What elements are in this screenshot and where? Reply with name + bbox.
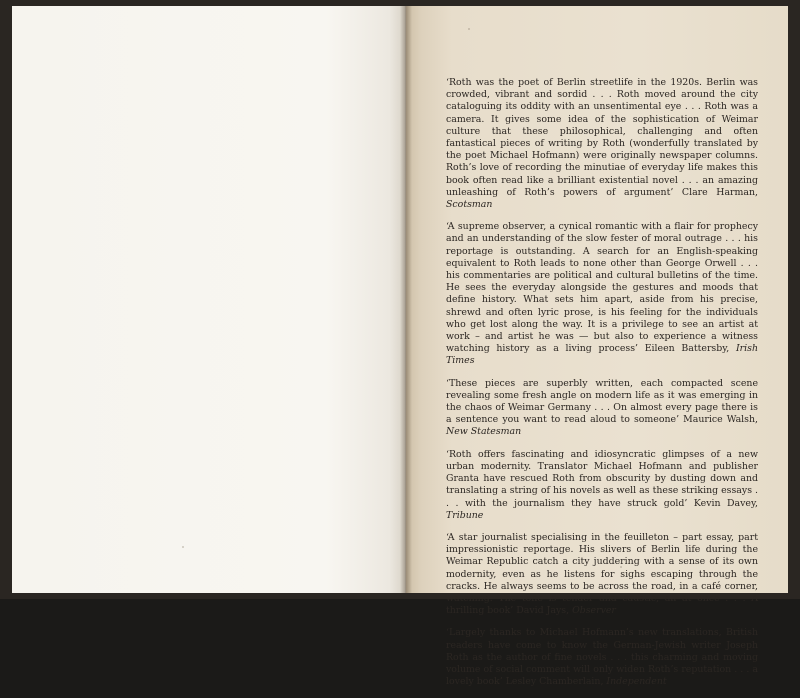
blurb-quote: ‘Largely thanks to Michael Hofmann’s new translations, British readers have come to know the German-Jewish writer Joseph Roth as the author of fine novels . . . this charming and moving volume of social comment will only widen Roth’s reputation . . . a lovely book’	[446, 627, 758, 688]
blurb-quote: ‘A star journalist specialising in the feuilleton – part essay, part impressionistic reportage. His slivers of Berlin life during the Weimar Republic catch a city juddering with a sense of its own modernity, even as he listens for sighs escaping through the cracks. He always seems to be across the road, in a café corner, watching. The tone is tender and caustic, all at once . . . A thrilling book’	[446, 531, 758, 617]
review-blurb	[446, 532, 758, 617]
blurb-critic: Kevin Davey,	[693, 497, 759, 509]
blurb-source: New Statesman	[446, 426, 522, 438]
blurb-source: Observer	[572, 605, 616, 617]
review-blurb	[446, 627, 758, 688]
blurb-critic: Clare Harman,	[681, 186, 759, 198]
review-blurb	[446, 449, 758, 522]
blurb-quote: ‘These pieces are superbly written, each compacted scene revealing some fresh angle on modern life as it was emerging in the chaos of Weimar Germany . . . On almost every page there is a sentence you want to read aloud to someone’	[446, 377, 758, 426]
blurb-source: Scotsman	[446, 199, 493, 211]
blurb-quote: ‘Roth was the poet of Berlin streetlife in the 1920s. Berlin was crowded, vibrant and sordid . . . Roth moved around the city cataloguing its oddity with an unsentimental eye . . . Roth was a camera. It gives some idea of the sophistication of Weimar culture that these philosophical, challenging and often fantastical pieces of writing by Roth (wonderfully translated by the poet Michael Hofmann) were originally newspaper columns. Roth’s love of recording the minutiae of everyday life makes this book often read like a brilliant existential novel . . . an amazing unleashing of Roth’s powers of argument’	[446, 77, 758, 198]
paper-speck	[182, 546, 184, 548]
blurb-critic: Maurice Walsh,	[683, 414, 758, 426]
blurb-critic: Eileen Battersby,	[644, 343, 730, 355]
blurb-source: Independent	[606, 676, 667, 688]
paper-speck	[468, 28, 470, 30]
praise-blurbs	[446, 77, 758, 698]
review-blurb	[446, 378, 758, 439]
review-blurb	[446, 77, 758, 211]
blurb-quote: ‘A supreme observer, a cynical romantic with a flair for prophecy and an understanding of the slow fester of moral outrage . . . his reportage is outstanding. A search for an English-speaking equivalent to Roth leads to none other than George Orwell . . . his commentaries are political and cultural bulletins of the time. He sees the everyday alongside the gestures and moods that define history. What sets him apart, aside from his precise, shrewd and often lyric prose, is his feeling for the individuals who get lost along the way. It is a privilege to see an artist at work – and artist he was — but also to experience a witness watching history as a living process’	[446, 221, 758, 355]
blurb-quote: ‘Roth offers fascinating and idiosyncratic glimpses of a new urban modernity. Translator Michael Hofmann and publisher Granta have rescued Roth from obscurity by dusting down and translating a string of his novels as well as these striking essays . . . with the journalism they have struck gold’	[446, 448, 758, 509]
blurb-source: Irish Times	[446, 343, 758, 367]
left-page-blank	[12, 6, 406, 593]
blurb-critic: Lesley Chamberlain,	[505, 676, 604, 688]
blurb-source: Tribune	[446, 509, 484, 521]
review-blurb	[446, 221, 758, 367]
blurb-critic: David Jays,	[516, 605, 570, 617]
